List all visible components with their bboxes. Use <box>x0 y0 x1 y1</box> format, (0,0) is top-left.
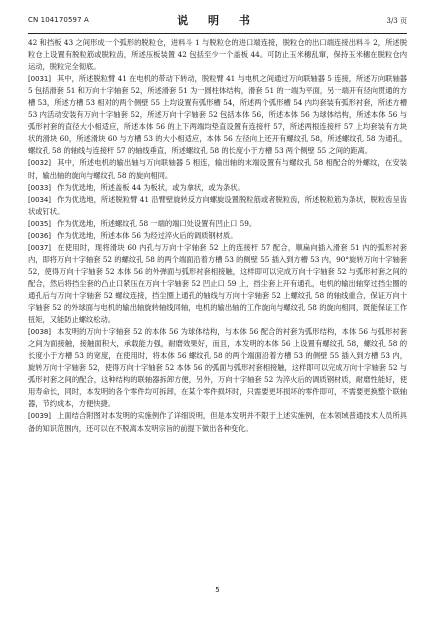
paragraph <box>28 230 407 242</box>
paragraph <box>28 182 407 194</box>
paragraph <box>28 218 407 230</box>
paragraph-number: [0032] <box>28 159 51 168</box>
document-title: 说 明 书 <box>177 14 258 27</box>
page-info: 3/3 页 <box>386 17 407 25</box>
paragraph-number: [0039] <box>28 412 51 421</box>
paragraph <box>28 326 407 410</box>
paragraph <box>28 410 407 434</box>
paragraph-text: 42 和挡板 43 之间形成一个弧形的脱粒仓，进料斗 1 与脱粒仓的进口端连接，脱粒仓的出口端连接出料斗 2，所述脱粒仓上设置有脱粒筋或脱粒齿，所述压板装置 42 包括至少一个盖板 44。可防止玉米穗乱窜，保持玉米穗在脱粒仓内运动，脱粒完全彻底。 <box>28 38 407 72</box>
paragraph <box>28 73 407 157</box>
paragraph-text: 本发明的万向十字轴套 52 的本体 56 为球体结构，与本体 56 配合的衬套为弧形结构，本体 56 与弧形衬套之间为面接触，接触面积大，承载能力强，耐磨效果好，而且，本发明的本体 56 上设置有螺纹孔 58，螺纹孔 58 的长度小于方槽 53 的宽度，在使用时，将本体 56 螺纹孔 58 的两个端面沿着方槽 53 的侧壁 55 插入到方槽 53 内，旋转万向十字轴套 52，使得万向十字轴套 52 本体 56 的弧面与弧形衬套相接触，这样即可以完成万向十字轴套 52 与弧形衬套之间的配合，这种结构的联轴器拆卸方便，另外，万向十字轴套 52 为淬火后的调质钢材质，耐磨性能好，使用寿命长，同时，本发明的各个零件均可拆卸，在某个零件损坏时，只需要更坏损坏的零件即可，不需要更换整个联轴器，节约成本，方便快捷。 <box>28 327 407 409</box>
paragraph-text: 作为优选地，所述脱粒臂 41 沿臂壁旋转反方向螺旋设置脱粒筋或者脱粒齿，所述脱粒筋为条状，脱粒齿呈齿状或钉状。 <box>28 194 407 216</box>
paragraph <box>28 157 407 181</box>
publication-number: CN 104170597 A <box>28 16 89 24</box>
paragraph-number: [0033] <box>28 183 51 192</box>
paragraph <box>28 194 407 218</box>
paragraph-text: 在使用时，现将滑块 60 内孔与万向十字轴套 52 上的连接杆 57 配合，顺扁向插入滑套 51 内的弧形衬套内，即将万向十字轴套 52 的螺纹孔 58 的两个端面沿着方槽 53 的侧壁 55 插入到方槽 53 内，90°旋转万向十字轴套 52，使得万向十字轴套 52 本体 56 的外弹面与弧形衬套相接触，这样即可以完成万向十字轴套 52 与弧形衬套之间的配合，然后将挡尘套的凸止口紧压在万向十字轴套 52 凹止口 59 上，挡尘套上开有通孔，电机的输出轴穿过挡尘圈的通孔后与万向十字轴套 52 螺纹连接，挡尘圈上通孔的轴线与万向十字轴套 52 上螺纹孔 58 的轴线重合，保证万向十字轴套 52 的外球面与电机的输出轴旋转轴线同轴，电机的输出轴的工作旋向与螺纹孔 58 的旋向相同，既能保证工作扭矩，又能防止螺纹松动。 <box>28 242 407 325</box>
paragraph-text: 作为优选地，所述螺纹孔 58 一端的端口处设置有凹止口 59。 <box>56 218 257 228</box>
paragraph-number: [0037] <box>28 243 51 252</box>
header-rule <box>28 33 407 34</box>
paragraph-text: 其中，所述电机的输出轴与万向联轴器 5 相连，输出轴的末端设置有与螺纹孔 58 相配合的外螺纹，在安装时，输出轴的旋向与螺纹孔 58 的旋向相同。 <box>28 158 407 180</box>
paragraph-text: 作为优选地，所述盖板 44 为板状，或为拿状，或为条状。 <box>56 182 245 192</box>
paragraph-continuation <box>28 37 407 73</box>
paragraph <box>28 242 407 326</box>
document-body <box>28 37 407 435</box>
paragraph-number: [0038] <box>28 328 51 337</box>
page-header <box>28 12 407 28</box>
paragraph-number: [0034] <box>28 195 51 204</box>
paragraph-text: 上面结合附图对本发明的实施例作了详细说明，但是本发明并不限于上述实施例，在本领域普通技术人员所具备的知识范围内，还可以在不脱离本发明宗旨的前提下做出各种变化。 <box>28 411 407 433</box>
paragraph-text: 其中，所述脱粒臂 41 在电机的带动下转动，脱粒臂 41 与电机之间通过万向联轴器 5 连接，所述万向联轴器 5 包括滑套 51 和万向十字轴套 52，所述滑套 51 为一圆柱体结构，滑套 51 的一端为平面，另一端开有径向贯通的方槽 53，所述方槽 53 相对的两个侧壁 55 上均设置有弧形槽 54，所述两个弧形槽 54 内均套装有弧形衬套，所述方槽 53 内活动安装有万向十字轴套 52，所述万向十字轴套 52 包括本体 56，所述本体 56 为球体结构，所述本体 56 与弧形衬套的直径大小相适应，所述本体 56 的上下两端均垫直设置有连接杆 57，所述两根连接杆 57 上均套装有方块状的滑块 60，所述滑块 60 与方槽 53 的大小相适应，本体 56 左径向上还开有螺纹孔 58，所述螺纹孔 58 为通孔，螺纹孔 58 的轴线与连接杆 57 的轴线垂直，所述螺纹孔 58 的长度小于方槽 53 两个侧壁 55 之间的距离。 <box>28 74 407 156</box>
paragraph-number: [0035] <box>28 219 51 228</box>
paragraph-number: [0031] <box>28 75 51 84</box>
paragraph-text: 作为优选地，所述本体 56 为经过淬火后的调质钢材质。 <box>56 230 238 240</box>
paragraph-number: [0036] <box>28 231 51 240</box>
page-number: 5 <box>215 586 220 594</box>
